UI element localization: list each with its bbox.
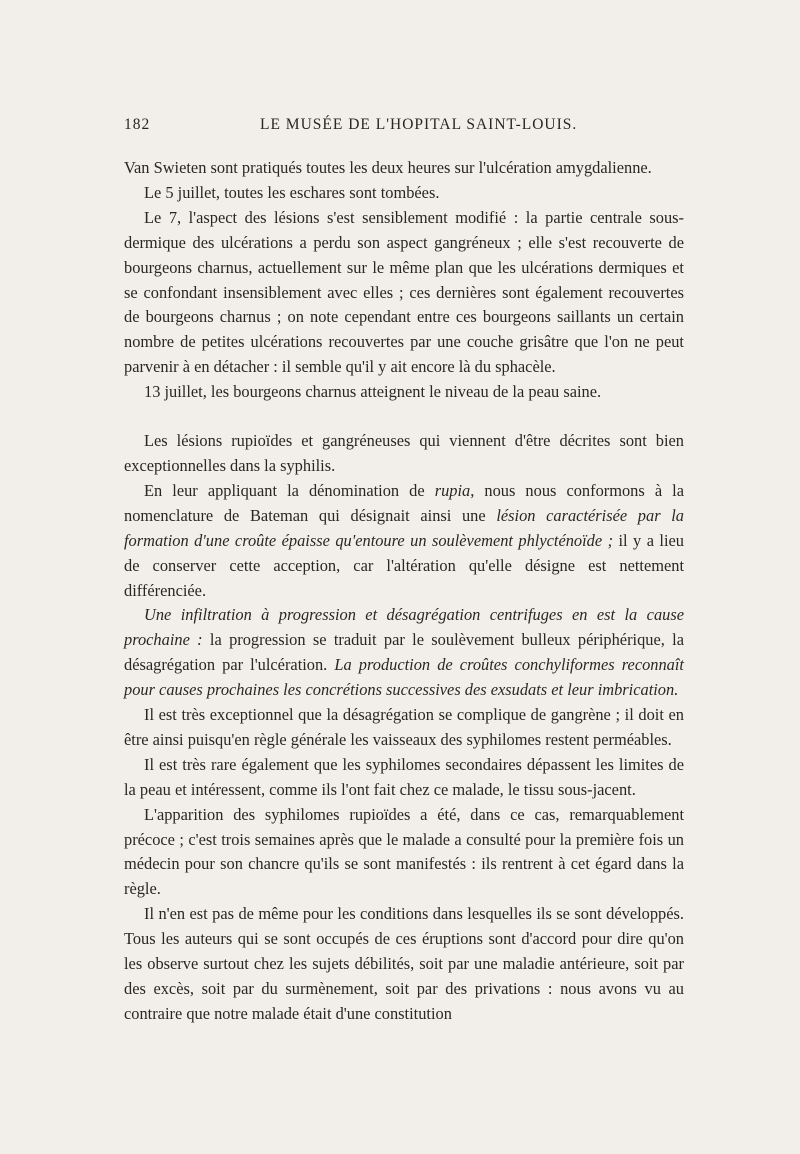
- running-head: LE MUSÉE DE L'HOPITAL SAINT-LOUIS.: [260, 116, 578, 133]
- text-segment: En leur appliquant la dénomination de: [144, 480, 435, 500]
- paragraph: [124, 479, 684, 604]
- text-segment: il y a lieu de conserver cette acception, car l'altération qu'elle désigne est nettement différenciée.: [124, 530, 684, 600]
- italic-phrase: Une infiltration à progression et désagrégation centrifuges en est la cause prochaine :: [124, 605, 684, 650]
- paragraph: Le 5 juillet, toutes les eschares sont tombées.: [144, 182, 440, 202]
- paragraph: Les lésions rupioïdes et gangréneuses qui viennent d'être décrites sont bien exceptionnelles dans la syphilis.: [124, 431, 684, 475]
- italic-term: rupia: [434, 480, 471, 500]
- paragraph: Il est très exceptionnel que la désagrégation se complique de gangrène ; il doit en être ainsi puisqu'en règle générale les vaisseaux des syphilomes restent perméables.: [124, 705, 684, 749]
- paragraph: 13 juillet, les bourgeons charnus atteignent le niveau de la peau saine.: [144, 382, 602, 402]
- paragraph: Il est très rare également que les syphilomes secondaires dépassent les limites de la peau et intéressent, comme ils l'ont fait chez ce malade, le tissu sous-jacent.: [124, 754, 684, 799]
- paragraph: Il n'en est pas de même pour les conditions dans lesquelles ils se sont développés. Tous les auteurs qui se sont occupés de ces éruptions sont d'accord pour dire qu'on les observe surtout chez les sujets débilités, soit par une maladie antérieure, soit par des excès, soit par du surmènement, soit par des privations : nous avons vu au contraire que notre malade était d'une constitution: [124, 904, 684, 1023]
- italic-phrase: La production de croûtes conchyliformes reconnaît pour causes prochaines les concrétions successives des exsudats et leur imbrication.: [124, 655, 684, 700]
- paragraph: Le 7, l'aspect des lésions s'est sensiblement modifié : la partie centrale sous-dermique des ulcérations a perdu son aspect gangréneux ; elle s'est recouverte de bourgeons charnus, actuellement sur le même plan que les ulcérations dermiques et se confondant insensiblement avec elles ; ces dernières sont également recouvertes de bourgeons charnus ; on note cependant entre ces bourgeons saillants un certain nombre de petites ulcérations recouvertes par une couche grisâtre que l'on ne peut parvenir à en détacher : il semble qu'il y ait encore là du sphacèle.: [124, 207, 684, 377]
- paragraph: Van Swieten sont pratiqués toutes les deux heures sur l'ulcération amygdalienne.: [124, 158, 652, 177]
- text-segment: la progression se traduit par le soulèvement bulleux périphérique, la désagrégation par l'ulcération.: [124, 630, 684, 675]
- text-segment: , nous nous conformons à la nomenclature de Bateman qui désignait ainsi une: [124, 480, 684, 525]
- paragraph: [124, 603, 684, 703]
- page-number: 182: [124, 116, 151, 133]
- paragraph: L'apparition des syphilomes rupioïdes a été, dans ce cas, remarquablement précoce ; c'est trois semaines après que le malade a consulté pour la première fois un médecin pour son chancre qu'ils se sont manifestés : ils rentrent à cet égard dans la règle.: [124, 804, 684, 899]
- body-text: [124, 156, 684, 1027]
- italic-definition: lésion caractérisée par la formation d'une croûte épaisse qu'entoure un soulèvement phlycténoïde ;: [124, 505, 684, 550]
